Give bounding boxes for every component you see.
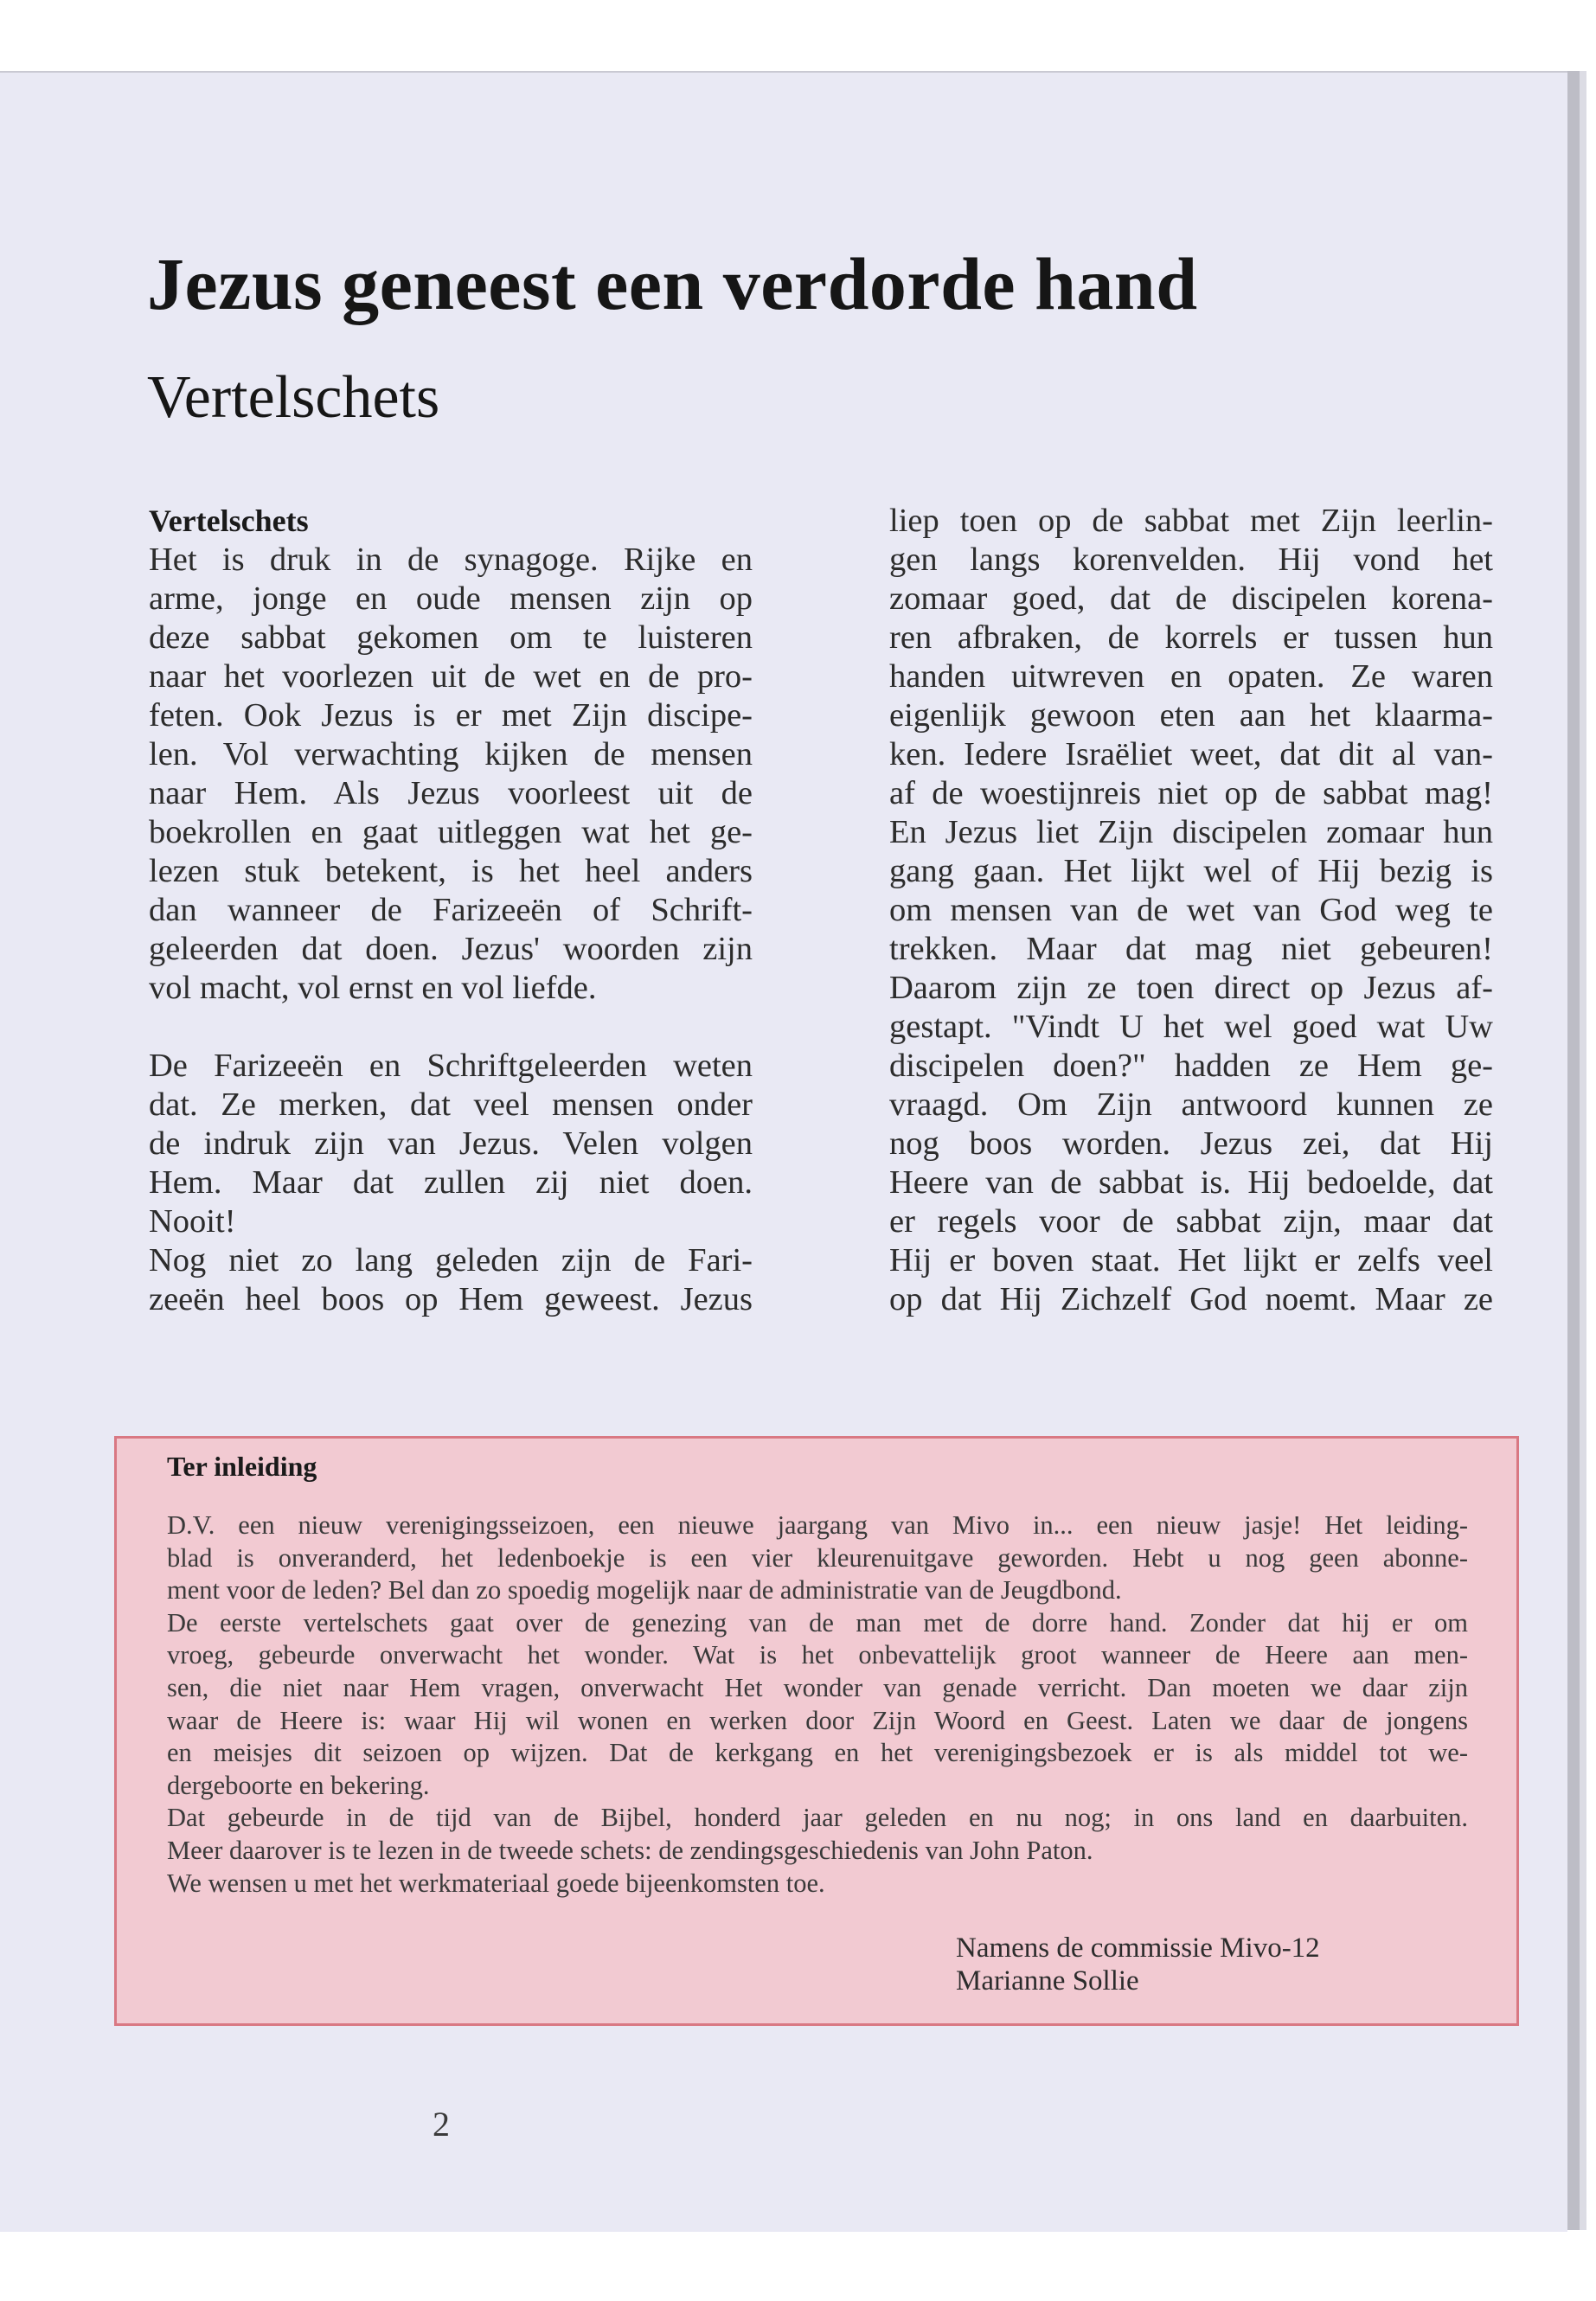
text-line: dan wanneer de Farizeeën of Schrift-	[149, 892, 753, 928]
text-line: vroeg, gebeurde onverwacht het wonder. Wat is het onbevattelijk groot wanneer de Heere aan men-	[167, 1640, 1468, 1670]
text-line: naar het voorlezen uit de wet en de pro-	[149, 658, 753, 695]
text-line: nog boos worden. Jezus zei, dat Hij	[889, 1125, 1493, 1162]
paragraph-3	[149, 1241, 753, 1319]
text-line: blad is onveranderd, het ledenboekje is een vier kleurenuitgave geworden. Hebt u nog geen abonne-	[167, 1542, 1468, 1573]
page-edge	[1567, 71, 1580, 2230]
intro-box-body	[167, 1509, 1468, 1900]
text-line: De eerste vertelschets gaat over de genezing van de man met de dorre hand. Zonder dat hij er om	[167, 1607, 1468, 1638]
text-line: lezen stuk betekent, is het heel anders	[149, 853, 753, 889]
paragraph-1	[149, 541, 753, 1008]
text-line: feten. Ook Jezus is er met Zijn discipe-	[149, 697, 753, 734]
paragraph-continued	[889, 502, 1493, 1319]
text-line: handen uitwreven en opaten. Ze waren	[889, 658, 1493, 695]
text-line: en meisjes dit seizoen op wijzen. Dat de kerkgang en het verenigingsbezoek er is als middel tot we-	[167, 1738, 1468, 1768]
text-line: waar de Heere is: waar Hij wil wonen en werken door Zijn Woord en Geest. Laten we daar de jongens	[167, 1705, 1468, 1735]
text-line: ren afbraken, de korrels er tussen hun	[889, 619, 1493, 656]
text-line: om mensen van de wet van God weg te	[889, 892, 1493, 928]
text-line: geleerden dat doen. Jezus' woorden zijn	[149, 931, 753, 967]
text-line: Hem. Maar dat zullen zij niet doen.	[149, 1164, 753, 1201]
text-line: dat. Ze merken, dat veel mensen onder	[149, 1086, 753, 1123]
text-line: zomaar goed, dat de discipelen korena-	[889, 580, 1493, 617]
text-line: gang gaan. Het lijkt wel of Hij bezig is	[889, 853, 1493, 889]
text-line: naar Hem. Als Jezus voorleest uit de	[149, 775, 753, 811]
text-line: Nooit!	[149, 1203, 236, 1240]
text-line: er regels voor de sabbat zijn, maar dat	[889, 1203, 1493, 1240]
text-line: En Jezus liet Zijn discipelen zomaar hun	[889, 814, 1493, 850]
text-line: D.V. een nieuw verenigingsseizoen, een nieuwe jaargang van Mivo in... een nieuw jasje! Het leiding-	[167, 1510, 1468, 1540]
page-number: 2	[433, 2105, 450, 2144]
intro-box	[114, 1436, 1519, 2026]
signature-name: Marianne Sollie	[956, 1965, 1139, 1997]
text-line: gestapt. "Vindt U het wel goed wat Uw	[889, 1009, 1493, 1045]
text-line: gen langs korenvelden. Hij vond het	[889, 542, 1493, 578]
text-line: boekrollen en gaat uitleggen wat het ge-	[149, 814, 753, 850]
text-line: de indruk zijn van Jezus. Velen volgen	[149, 1125, 753, 1162]
text-line: Meer daarover is te lezen in de tweede schets: de zendingsgeschiedenis van John Paton.	[167, 1835, 1093, 1865]
page-title: Jezus geneest een verdorde hand	[147, 242, 1198, 325]
right-column	[889, 502, 1493, 1319]
text-line: ken. Iedere Israëliet weet, dat dit al van-	[889, 736, 1493, 772]
text-line: Heere van de sabbat is. Hij bedoelde, dat	[889, 1164, 1493, 1201]
text-line: Daarom zijn ze toen direct op Jezus af-	[889, 970, 1493, 1006]
text-line: trekken. Maar dat mag niet gebeuren!	[889, 931, 1493, 967]
text-line: sen, die niet naar Hem vragen, onverwacht Het wonder van genade verricht. Dan moeten we daar zijn	[167, 1672, 1468, 1702]
text-line: discipelen doen?" hadden ze Hem ge-	[889, 1048, 1493, 1084]
signature	[956, 1932, 1320, 1997]
intro-box-heading: Ter inleiding	[167, 1451, 317, 1482]
text-line: op dat Hij Zichzelf God noemt. Maar ze	[889, 1281, 1493, 1317]
text-line: We wensen u met het werkmateriaal goede bijeenkomsten toe.	[167, 1868, 825, 1898]
text-line: ment voor de leden? Bel dan zo spoedig mogelijk naar de administratie van de Jeugdbond.	[167, 1575, 1122, 1606]
column-heading: Vertelschets	[149, 503, 309, 538]
text-line: dergeboorte en bekering.	[167, 1770, 430, 1800]
page-edge-highlight	[1580, 71, 1586, 2230]
text-line: arme, jonge en oude mensen zijn op	[149, 580, 753, 617]
paragraph-2	[149, 1047, 753, 1241]
text-line: len. Vol verwachting kijken de mensen	[149, 736, 753, 772]
text-line: Hij er boven staat. Het lijkt er zelfs veel	[889, 1242, 1493, 1279]
page-subtitle: Vertelschets	[147, 364, 440, 431]
text-line: Dat gebeurde in de tijd van de Bijbel, honderd jaar geleden en nu nog; in ons land en daarbuiten.	[167, 1803, 1468, 1833]
text-line: Het is druk in de synagoge. Rijke en	[149, 542, 753, 578]
text-line: vol macht, vol ernst en vol liefde.	[149, 970, 597, 1006]
text-line: Nog niet zo lang geleden zijn de Fari-	[149, 1242, 753, 1279]
text-line: De Farizeeën en Schriftgeleerden weten	[149, 1048, 753, 1084]
text-line: af de woestijnreis niet op de sabbat mag!	[889, 775, 1493, 811]
text-line: zeeën heel boos op Hem geweest. Jezus	[149, 1281, 753, 1317]
left-column	[149, 502, 753, 1319]
text-line: vraagd. Om Zijn antwoord kunnen ze	[889, 1086, 1493, 1123]
text-line: eigenlijk gewoon eten aan het klaarma-	[889, 697, 1493, 734]
text-line: liep toen op de sabbat met Zijn leerlin-	[889, 503, 1493, 539]
signature-line: Namens de commissie Mivo-12	[956, 1932, 1320, 1964]
text-line: deze sabbat gekomen om te luisteren	[149, 619, 753, 656]
